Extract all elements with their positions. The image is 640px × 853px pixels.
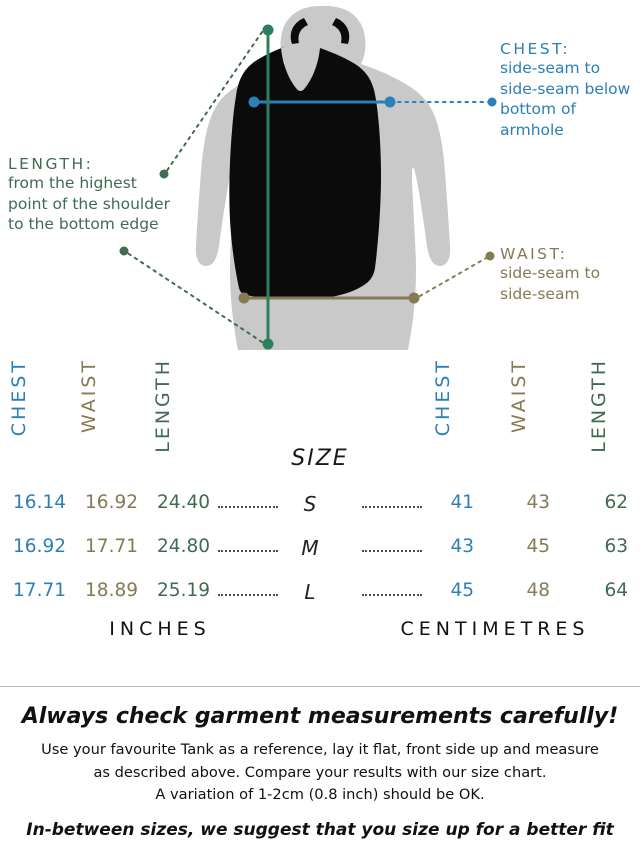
unit-label-inches: INCHES xyxy=(109,618,211,640)
column-header-length-cm: LENGTH xyxy=(588,358,610,453)
footer-divider xyxy=(0,686,640,687)
waist-annotation-body: side-seam to side-seam xyxy=(500,264,601,303)
footer-line-4: In-between sizes, we suggest that you size up for a better fit xyxy=(26,819,614,840)
column-header-waist-inches: WAIST xyxy=(78,358,100,434)
cell-size: L xyxy=(304,580,316,604)
cell-cm-waist: 45 xyxy=(526,536,550,557)
cell-in-length: 25.19 xyxy=(157,580,210,601)
cell-size: S xyxy=(303,492,317,516)
table-row xyxy=(0,536,640,574)
length-annotation-title: LENGTH: xyxy=(8,155,94,173)
cell-cm-waist: 48 xyxy=(526,580,550,601)
table-row xyxy=(0,580,640,618)
cell-in-chest: 16.14 xyxy=(13,492,66,513)
length-annotation xyxy=(8,155,173,235)
cell-cm-chest: 41 xyxy=(450,492,474,513)
waist-annotation xyxy=(500,245,635,304)
column-header-waist-cm: WAIST xyxy=(508,358,530,434)
cell-in-chest: 17.71 xyxy=(13,580,66,601)
chest-annotation-body: side-seam to side-seam below bottom of armhole xyxy=(500,59,631,139)
footer-heading: Always check garment measurements carefully! xyxy=(21,704,619,729)
cell-cm-waist: 43 xyxy=(526,492,550,513)
size-table xyxy=(0,350,640,670)
cell-cm-chest: 45 xyxy=(450,580,474,601)
chest-annotation xyxy=(500,40,635,140)
table-row xyxy=(0,492,640,530)
length-annotation-body: from the highest point of the shoulder to the bottom edge xyxy=(8,174,170,234)
unit-label-centimetres: CENTIMETRES xyxy=(400,618,590,640)
cell-in-length: 24.40 xyxy=(157,492,210,513)
cell-in-waist: 18.89 xyxy=(85,580,138,601)
cell-cm-length: 63 xyxy=(604,536,628,557)
footer-line-3: A variation of 1-2cm (0.8 inch) should be OK. xyxy=(155,786,485,804)
footer-notes xyxy=(0,696,640,843)
column-header-chest-cm: CHEST xyxy=(432,358,454,437)
footer-line-1: Use your favourite Tank as a reference, lay it flat, front side up and measure xyxy=(41,741,599,758)
size-column-header: SIZE xyxy=(291,446,349,471)
cell-cm-chest: 43 xyxy=(450,536,474,557)
cell-size: M xyxy=(301,536,319,560)
column-header-chest-inches: CHEST xyxy=(8,358,30,437)
cell-in-waist: 17.71 xyxy=(85,536,138,557)
chest-annotation-title: CHEST: xyxy=(500,40,571,58)
cell-in-length: 24.80 xyxy=(157,536,210,557)
cell-cm-length: 64 xyxy=(604,580,628,601)
cell-in-chest: 16.92 xyxy=(13,536,66,557)
footer-line-2: as described above. Compare your results with our size chart. xyxy=(93,763,547,781)
column-header-length-inches: LENGTH xyxy=(152,358,174,453)
waist-annotation-title: WAIST: xyxy=(500,245,568,263)
cell-in-waist: 16.92 xyxy=(85,492,138,513)
cell-cm-length: 62 xyxy=(604,492,628,513)
